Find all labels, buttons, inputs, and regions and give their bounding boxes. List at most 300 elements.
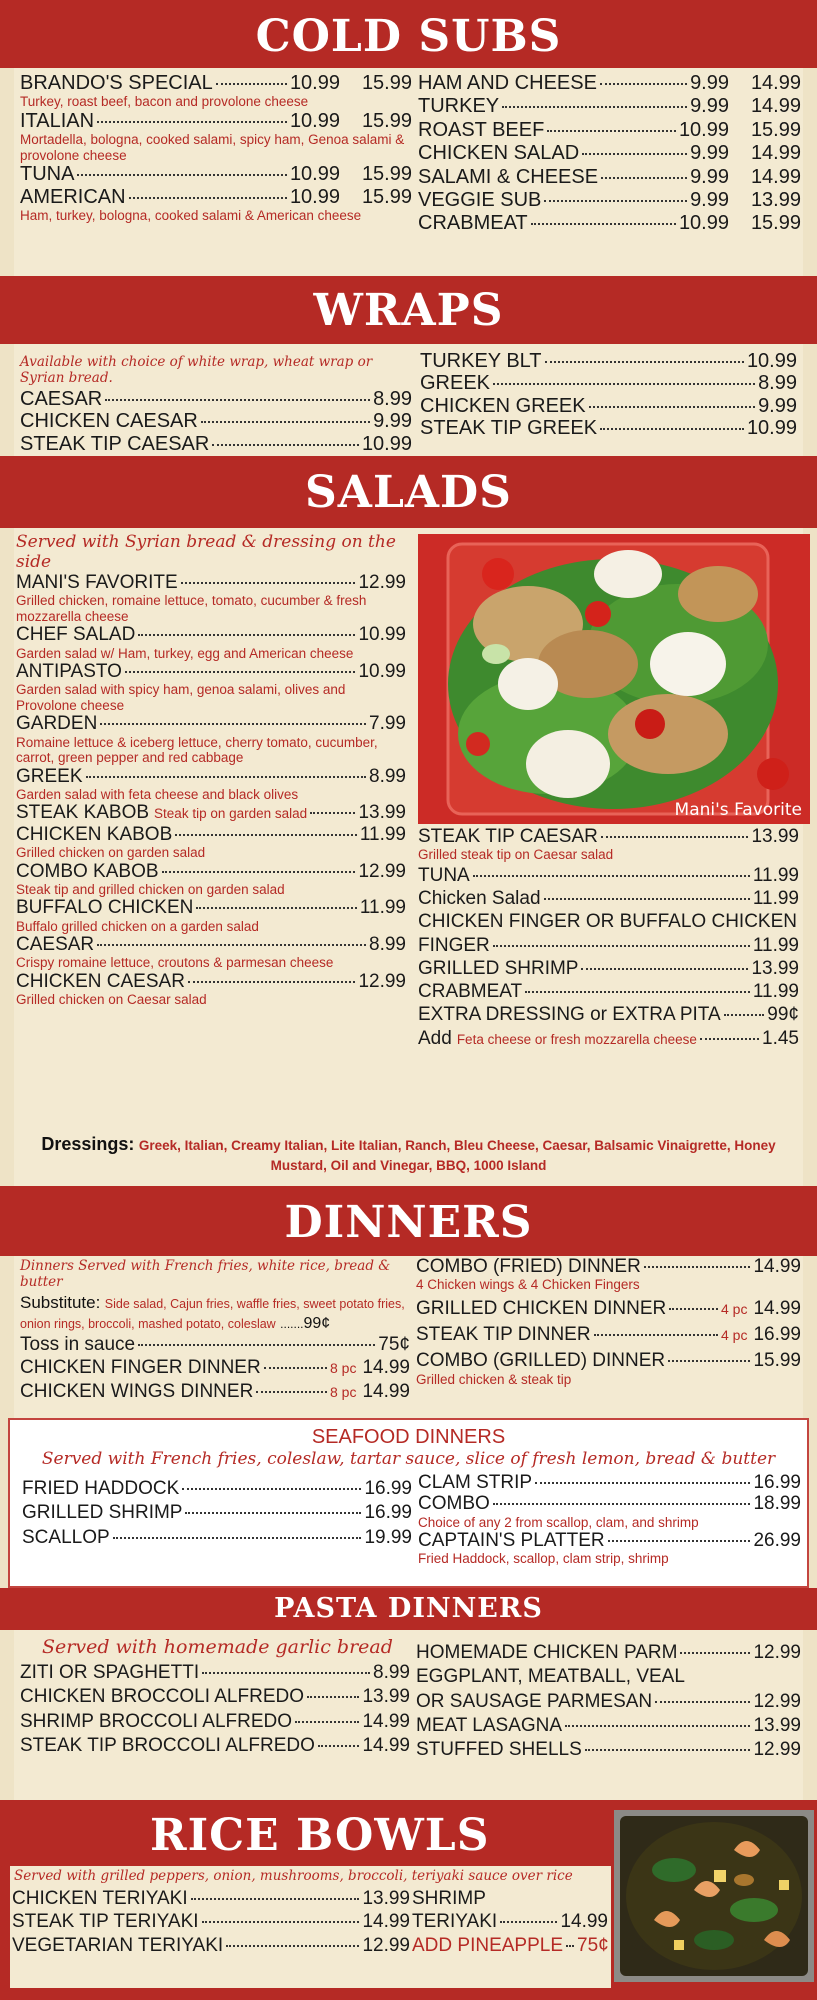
menu-entry <box>416 1350 801 1387</box>
menu-item <box>418 1472 801 1493</box>
menu-item <box>418 142 801 164</box>
item-price: 10.99 <box>358 661 406 683</box>
menu-item <box>418 95 801 117</box>
menu-entry <box>16 802 406 823</box>
dot-leader <box>493 945 750 947</box>
dot-leader <box>181 582 356 584</box>
menu-entry <box>22 1527 412 1548</box>
menu-item <box>418 1028 799 1049</box>
menu-entry <box>418 212 801 234</box>
item-price: 12.99 <box>358 572 406 593</box>
item-name: CHICKEN CAESAR <box>20 410 198 433</box>
rice-left <box>12 1888 410 1958</box>
item-name: SHRIMP <box>412 1888 486 1909</box>
item-price: 1.45 <box>762 1027 799 1049</box>
price-small: 9.99 <box>690 142 729 165</box>
item-description: 4 Chicken wings & 4 Chicken Fingers <box>416 1277 640 1293</box>
item-name: SHRIMP BROCCOLI ALFREDO <box>20 1710 293 1732</box>
piece-count: 8 pc <box>329 1383 357 1400</box>
item-price: 14.99 <box>753 1297 801 1319</box>
salads-title: SALADS <box>305 467 512 518</box>
dot-leader <box>185 1512 361 1514</box>
item-name: STEAK TIP GREEK <box>420 417 598 440</box>
item-price: 16.99 <box>364 1502 412 1524</box>
dinners-left <box>20 1258 410 1404</box>
price-small: 10.99 <box>289 163 340 186</box>
rice-title: RICE BOWLS <box>150 1810 490 1861</box>
dot-leader <box>310 812 355 814</box>
item-description: Mortadella, bologna, cooked salami, spicy ham, Genoa salami & provolone cheese <box>20 132 405 163</box>
menu-entry <box>418 1493 801 1530</box>
item-name: ZITI OR SPAGHETTI <box>20 1662 200 1683</box>
item-name: FINGER <box>418 934 490 956</box>
menu-entry <box>16 713 406 765</box>
item-name: COMBO (GRILLED) DINNER <box>416 1350 666 1372</box>
dot-leader <box>680 1652 750 1654</box>
menu-item <box>16 713 406 734</box>
salads-note: Served with Syrian bread & dressing on the side <box>16 532 396 572</box>
dot-leader <box>608 1540 751 1542</box>
item-name: HOMEMADE CHICKEN PARM <box>416 1642 678 1663</box>
item-name: CRABMEAT <box>418 981 523 1003</box>
menu-entry <box>418 958 799 979</box>
menu-item <box>22 1478 412 1499</box>
dot-leader <box>655 1701 750 1703</box>
item-description: Garden salad with feta cheese and black olives <box>16 786 299 802</box>
rice-note: Served with grilled peppers, onion, mushrooms, broccoli, teriyaki sauce over rice <box>14 1868 573 1884</box>
item-name: STEAK TIP BROCCOLI ALFREDO <box>20 1734 315 1756</box>
item-description: Buffalo grilled chicken on a garden salad <box>16 918 259 934</box>
salad-image <box>418 534 810 824</box>
pasta-note: Served with homemade garlic bread <box>42 1636 393 1658</box>
price-small: 10.99 <box>678 212 729 235</box>
seafood-left <box>22 1478 412 1551</box>
menu-entry <box>20 1357 410 1378</box>
piece-count: 8 pc <box>329 1360 357 1377</box>
item-price: 75¢ <box>378 1334 410 1355</box>
seafood-right <box>418 1472 801 1567</box>
menu-item <box>16 934 406 955</box>
item-price: 13.99 <box>362 1888 410 1909</box>
menu-item <box>418 935 799 956</box>
cold-subs-left <box>20 72 412 224</box>
item-name: TURKEY <box>418 95 500 118</box>
item-price: 14.99 <box>362 1380 410 1402</box>
dot-leader <box>202 1921 360 1923</box>
wraps-left <box>20 354 412 455</box>
item-price: 11.99 <box>752 864 799 886</box>
menu-entry <box>20 1711 410 1732</box>
item-name: GRILLED SHRIMP <box>22 1502 183 1524</box>
item-price: 7.99 <box>369 713 406 735</box>
item-name: STUFFED SHELLS <box>416 1739 582 1761</box>
menu-item <box>12 1888 410 1909</box>
menu-entry <box>420 350 797 372</box>
item-name: COMBO (FRIED) DINNER <box>416 1256 641 1277</box>
item-name: STEAK KABOB <box>16 802 150 824</box>
item-price: 8.99 <box>369 934 406 956</box>
dinners-header <box>0 1186 817 1256</box>
menu-item <box>418 189 801 211</box>
item-price: 16.99 <box>753 1472 801 1493</box>
price-large: 14.99 <box>750 72 801 94</box>
item-price: 14.99 <box>362 1710 410 1732</box>
rice-bowl-image <box>614 1810 814 1982</box>
dot-leader <box>525 991 750 993</box>
menu-item <box>418 826 799 847</box>
item-name: STEAK TIP DINNER <box>416 1324 591 1346</box>
item-price: 13.99 <box>751 826 799 847</box>
cold-subs-panel <box>14 68 803 276</box>
menu-item <box>418 981 799 1002</box>
dot-leader <box>201 421 370 423</box>
item-name: VEGGIE SUB <box>418 188 542 211</box>
menu-entry <box>16 766 406 803</box>
menu-item <box>416 1666 801 1687</box>
item-description: Turkey, roast beef, bacon and provolone cheese <box>20 94 309 110</box>
item-description: Choice of any 2 from scallop, clam, and shrimp <box>418 1514 699 1530</box>
item-price: 9.99 <box>758 394 797 417</box>
menu-entry <box>418 1004 799 1025</box>
item-name: AMERICAN <box>20 185 126 208</box>
item-name: CHICKEN FINGER OR BUFFALO CHICKEN <box>418 911 797 933</box>
menu-item <box>16 802 406 823</box>
dot-leader <box>182 1488 361 1490</box>
seafood-title: SEAFOOD DINNERS <box>311 1426 506 1448</box>
dot-leader <box>668 1360 750 1362</box>
menu-entry <box>420 417 797 439</box>
menu-entry <box>16 971 406 1008</box>
item-name: CHICKEN WINGS DINNER <box>20 1380 254 1402</box>
menu-item <box>16 971 406 992</box>
menu-item <box>16 661 406 682</box>
menu-item <box>420 417 797 439</box>
item-description: Romaine lettuce & iceberg lettuce, cherry tomato, cucumber, carrot, green pepper and red cabbage <box>16 734 378 766</box>
menu-entry <box>20 163 412 185</box>
wraps-note: Available with choice of white wrap, wheat wrap or Syrian bread. <box>20 354 373 386</box>
menu-item <box>20 1662 410 1683</box>
price-large: 15.99 <box>361 185 412 208</box>
menu-entry <box>22 1502 412 1523</box>
menu-entry <box>16 661 406 713</box>
item-inline-desc: Feta cheese or fresh mozzarella cheese <box>456 1031 697 1047</box>
menu-item <box>412 1911 608 1932</box>
menu-entry <box>416 1739 801 1760</box>
substitute-block <box>20 1292 410 1334</box>
menu-item <box>20 410 412 432</box>
item-name: STEAK TIP CAESAR <box>20 432 210 455</box>
dot-leader <box>493 383 755 385</box>
price-large: 14.99 <box>750 95 801 118</box>
seafood-panel <box>8 1418 809 1588</box>
item-name: CAESAR <box>16 934 95 956</box>
item-name: CRABMEAT <box>418 212 528 235</box>
pasta-header <box>0 1588 817 1630</box>
menu-entry <box>416 1256 801 1293</box>
dot-leader <box>582 153 687 155</box>
dot-leader <box>97 944 366 946</box>
rice-right <box>412 1888 608 1958</box>
menu-item <box>12 1911 410 1932</box>
item-description: Grilled chicken & steak tip <box>416 1371 572 1387</box>
menu-item <box>20 433 412 455</box>
dot-leader <box>544 200 687 202</box>
item-name: ROAST BEEF <box>418 118 545 141</box>
item-price: 10.99 <box>358 624 406 646</box>
item-price: 8.99 <box>369 765 406 787</box>
item-price: 10.99 <box>746 350 797 372</box>
item-description: Garden salad with spicy ham, genoa salami, olives and Provolone cheese <box>16 682 346 713</box>
item-name: EGGPLANT, MEATBALL, VEAL <box>416 1666 685 1688</box>
menu-entry <box>20 1334 410 1355</box>
menu-entry <box>16 934 406 971</box>
item-name: MANI'S FAVORITE <box>16 572 178 593</box>
dot-leader <box>256 1391 327 1393</box>
dot-leader <box>138 1344 375 1346</box>
price-small: 9.99 <box>690 165 729 188</box>
dot-leader <box>191 1898 360 1900</box>
item-name: OR SAUSAGE PARMESAN <box>416 1690 653 1712</box>
menu-item <box>20 110 412 132</box>
menu-item <box>20 1735 410 1756</box>
item-description: Garden salad w/ Ham, turkey, egg and American cheese <box>16 645 354 661</box>
item-price: 13.99 <box>753 1714 801 1736</box>
item-name: Chicken Salad <box>418 888 541 910</box>
dot-leader <box>566 1945 574 1947</box>
menu-entry <box>20 1686 410 1707</box>
menu-entry <box>418 826 799 863</box>
substitute-price: 99¢ <box>303 1315 331 1332</box>
item-name: CLAM STRIP <box>418 1472 533 1493</box>
price-small: 9.99 <box>690 95 729 118</box>
menu-entry <box>16 897 406 934</box>
dot-leader <box>216 83 287 85</box>
item-name: SALAMI & CHEESE <box>418 165 599 188</box>
dot-leader <box>544 898 750 900</box>
item-price: 13.99 <box>358 802 406 824</box>
price-large: 14.99 <box>750 165 801 188</box>
menu-item <box>418 865 799 886</box>
price-large: 14.99 <box>750 142 801 165</box>
menu-entry <box>12 1935 410 1956</box>
menu-entry <box>416 1715 801 1736</box>
dot-leader <box>138 634 355 636</box>
item-name: FRIED HADDOCK <box>22 1478 180 1499</box>
menu-item <box>16 766 406 787</box>
item-price: 12.99 <box>358 860 406 882</box>
menu-entry <box>16 624 406 661</box>
dot-leader <box>545 361 744 363</box>
seafood-note: Served with French fries, coleslaw, tartar sauce, slice of fresh lemon, bread & butter <box>41 1449 776 1469</box>
item-name: CHEF SALAD <box>16 624 136 646</box>
item-name: GREEK <box>420 372 491 395</box>
price-large: 15.99 <box>750 212 801 235</box>
item-price: 19.99 <box>364 1526 412 1548</box>
item-name: BUFFALO CHICKEN <box>16 897 194 919</box>
menu-item <box>12 1935 410 1956</box>
dot-leader <box>565 1725 750 1727</box>
price-small: 10.99 <box>289 109 340 132</box>
item-price: 11.99 <box>359 897 406 919</box>
item-price: 16.99 <box>364 1478 412 1499</box>
menu-entry <box>418 888 799 909</box>
menu-item <box>418 119 801 141</box>
dot-leader <box>500 1921 557 1923</box>
price-large: 13.99 <box>750 188 801 211</box>
salads-right <box>418 826 799 1049</box>
menu-entry <box>20 72 412 110</box>
dot-leader <box>644 1266 751 1268</box>
dot-leader <box>175 834 357 836</box>
dot-leader <box>86 776 366 778</box>
dot-leader <box>547 130 676 132</box>
menu-item <box>16 624 406 645</box>
item-name: CHICKEN CAESAR <box>16 970 185 992</box>
item-name: HAM AND CHEESE <box>418 72 597 94</box>
dot-leader <box>105 399 370 401</box>
rice-panel <box>10 1866 611 1988</box>
menu-entry <box>416 1324 801 1345</box>
item-price: 11.99 <box>752 981 799 1003</box>
menu-entry <box>16 824 406 861</box>
item-description: Steak tip and grilled chicken on garden salad <box>16 881 285 897</box>
menu-item <box>418 888 799 909</box>
menu-item <box>16 861 406 882</box>
salad-photo-caption: Mani's Favorite <box>674 800 802 820</box>
menu-item <box>22 1527 412 1548</box>
item-name: VEGETARIAN TERIYAKI <box>12 1934 224 1956</box>
menu-entry <box>418 911 799 932</box>
salads-left <box>16 532 406 1008</box>
menu-entry <box>418 119 801 141</box>
item-price: 12.99 <box>362 1934 410 1956</box>
dressings-label: Dressings: <box>41 1134 135 1154</box>
item-price: 14.99 <box>362 1911 410 1933</box>
menu-entry <box>418 865 799 886</box>
menu-entry <box>20 433 412 455</box>
price-large: 15.99 <box>361 109 412 132</box>
menu-item <box>416 1324 801 1345</box>
dot-leader <box>724 1014 765 1016</box>
menu-entry <box>20 1735 410 1756</box>
item-price: 14.99 <box>362 1357 410 1379</box>
item-name: SCALLOP <box>22 1526 110 1548</box>
dot-leader <box>77 174 286 176</box>
item-description: Grilled chicken on garden salad <box>16 844 206 860</box>
menu-item <box>412 1888 608 1909</box>
dot-leader <box>589 406 755 408</box>
menu-entry <box>412 1888 608 1909</box>
item-name: STEAK TIP CAESAR <box>418 826 598 847</box>
cold-subs-title: COLD SUBS <box>255 11 562 62</box>
item-name: GARDEN <box>16 713 98 735</box>
item-price: 10.99 <box>746 417 797 440</box>
menu-item <box>418 1530 801 1551</box>
menu-item <box>20 186 412 208</box>
item-price: 12.99 <box>358 970 406 992</box>
menu-item <box>20 72 412 94</box>
item-description: Grilled chicken, romaine lettuce, tomato, cucumber & fresh mozzarella cheese <box>16 593 367 624</box>
item-name: Add <box>418 1027 452 1049</box>
dot-leader <box>202 1672 370 1674</box>
menu-entry <box>418 142 801 164</box>
menu-entry <box>418 95 801 117</box>
item-name: CHICKEN KABOB <box>16 823 173 845</box>
item-name: STEAK TIP TERIYAKI <box>12 1911 199 1933</box>
menu-entry <box>12 1888 410 1909</box>
item-name: ANTIPASTO <box>16 661 122 683</box>
menu-item <box>16 572 406 593</box>
menu-entry <box>20 110 412 163</box>
menu-entry <box>412 1935 608 1956</box>
menu-item <box>20 1686 410 1707</box>
item-price: 14.99 <box>753 1256 801 1277</box>
wraps-panel <box>14 344 803 456</box>
dot-leader <box>601 836 749 838</box>
menu-entry <box>416 1666 801 1687</box>
menu-entry <box>16 572 406 624</box>
pasta-panel <box>14 1630 803 1800</box>
item-name: CHICKEN FINGER DINNER <box>20 1357 261 1379</box>
item-name: Toss in sauce <box>20 1334 136 1355</box>
cold-subs-right <box>418 72 801 236</box>
menu-entry <box>418 72 801 94</box>
dinners-right <box>416 1256 801 1392</box>
item-price: 14.99 <box>362 1734 410 1756</box>
item-price: 10.99 <box>361 432 412 455</box>
menu-entry <box>418 189 801 211</box>
price-small: 9.99 <box>690 72 729 94</box>
menu-entry <box>412 1911 608 1932</box>
item-price: 99¢ <box>767 1004 799 1026</box>
item-price: 9.99 <box>373 410 412 433</box>
dinners-note: Dinners Served with French fries, white rice, bread & butter <box>20 1258 391 1290</box>
wraps-header <box>0 276 817 344</box>
item-name: CHICKEN BROCCOLI ALFREDO <box>20 1686 304 1708</box>
substitute-dots: ....... <box>280 1317 304 1331</box>
menu-entry <box>420 372 797 394</box>
menu-item <box>418 911 799 932</box>
item-name: GRILLED SHRIMP <box>418 957 579 979</box>
item-name: TERIYAKI <box>412 1911 498 1933</box>
menu-item <box>420 350 797 372</box>
menu-entry <box>418 935 799 956</box>
menu-entry <box>20 1381 410 1402</box>
menu-entry <box>418 1530 801 1567</box>
menu-item <box>20 1381 410 1402</box>
menu-item <box>416 1739 801 1760</box>
item-name: GREEK <box>16 765 83 787</box>
menu-entry <box>12 1911 410 1932</box>
cold-subs-header <box>0 0 817 68</box>
menu-item <box>20 1334 410 1355</box>
item-price: 8.99 <box>373 388 412 410</box>
dot-leader <box>188 981 356 983</box>
menu-entry <box>20 186 412 224</box>
item-price: 11.99 <box>752 888 799 910</box>
dot-leader <box>601 177 687 179</box>
item-description: Fried Haddock, scallop, clam strip, shrimp <box>418 1551 669 1567</box>
item-description: Grilled chicken on Caesar salad <box>16 992 207 1008</box>
item-name: CAPTAIN'S PLATTER <box>418 1530 605 1552</box>
menu-item <box>16 897 406 918</box>
item-price: 18.99 <box>753 1493 801 1515</box>
menu-entry <box>20 388 412 410</box>
dot-leader <box>531 223 676 225</box>
dinners-panel <box>14 1256 803 1418</box>
menu-entry <box>416 1691 801 1712</box>
dressings-list: Greek, Italian, Creamy Italian, Lite Italian, Ranch, Bleu Cheese, Caesar, Balsamic Vinaigrette, Honey Mustard, Oil and Vinegar, BBQ, 1000 Island <box>138 1138 776 1173</box>
